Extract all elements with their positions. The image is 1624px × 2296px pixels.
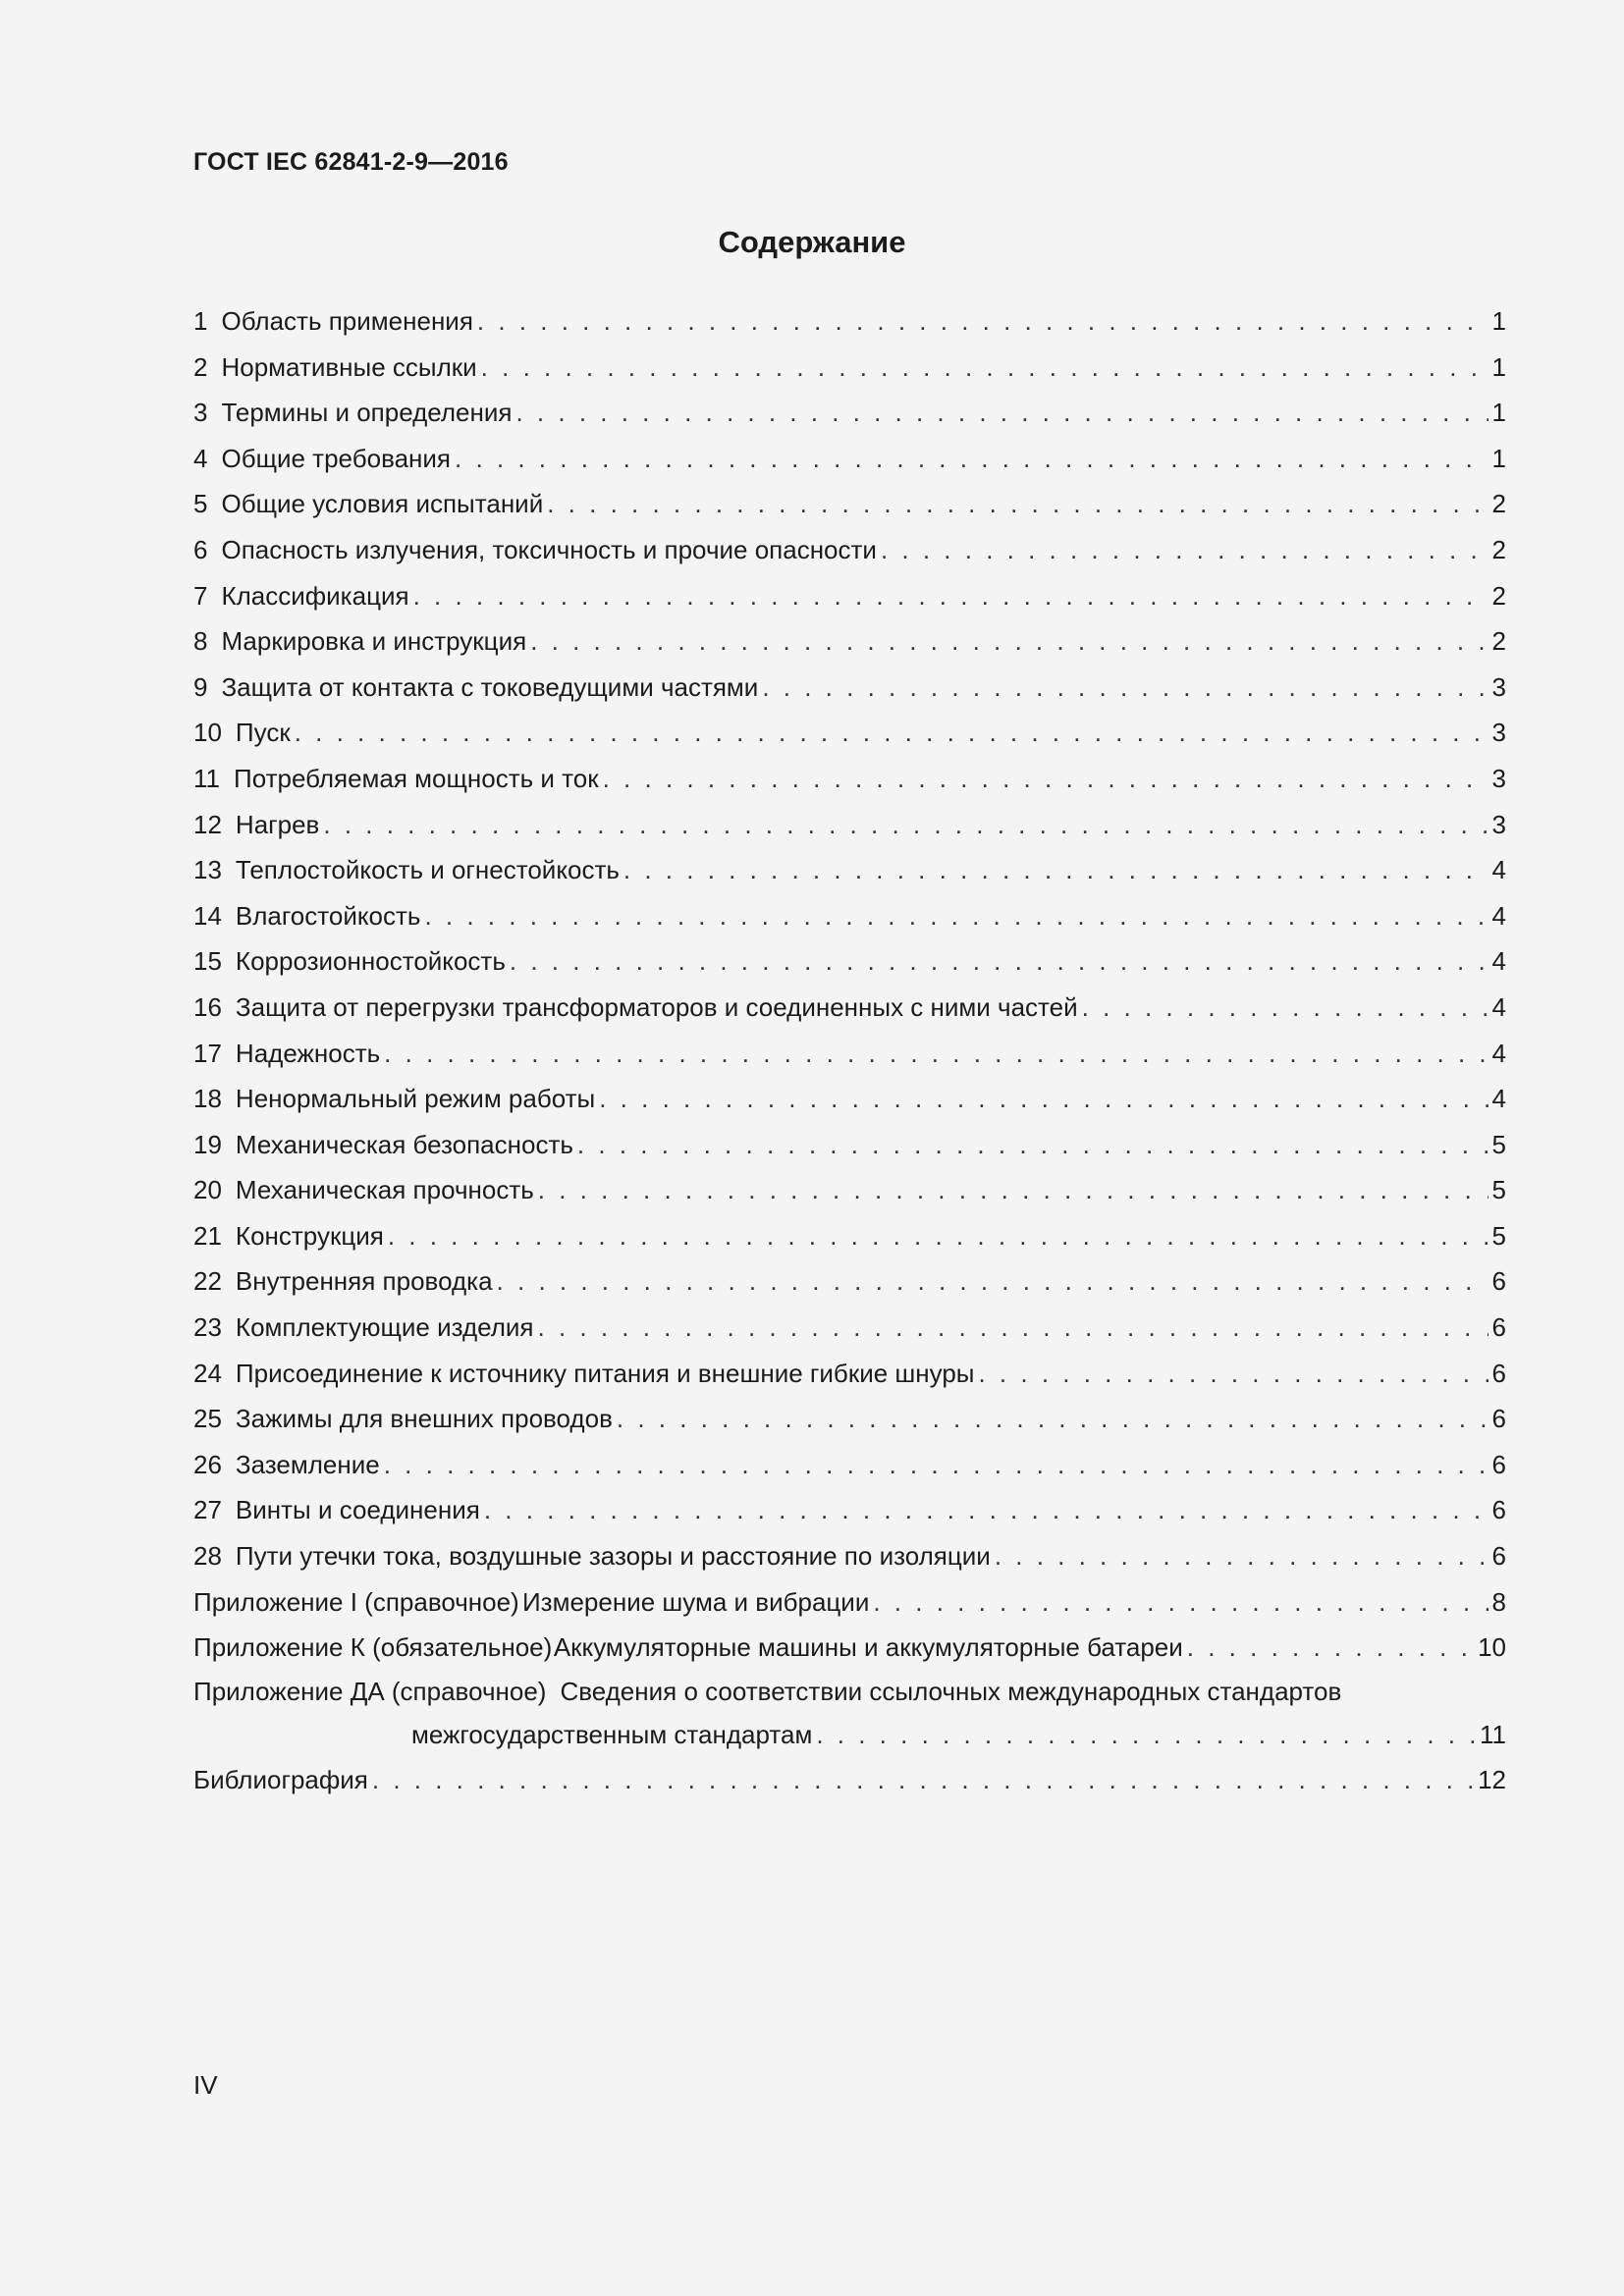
- toc-annex-da[interactable]: [193, 1671, 1506, 1757]
- toc-entry[interactable]: [193, 1487, 1506, 1533]
- toc-entry-number: 14: [193, 900, 222, 931]
- toc-entry[interactable]: [193, 1351, 1506, 1397]
- toc-entry[interactable]: [193, 1258, 1506, 1305]
- annex-title: Аккумуляторные машины и аккумуляторные батареи: [553, 1632, 1183, 1663]
- toc-entry-number: 23: [193, 1312, 222, 1343]
- toc-entry-number: 3: [193, 398, 208, 428]
- dot-leader: [623, 847, 1489, 893]
- toc-entry-page: 10: [1478, 1632, 1506, 1663]
- toc-entry-page: 3: [1491, 718, 1506, 748]
- dot-leader: [995, 1533, 1489, 1579]
- dot-leader: [547, 481, 1488, 527]
- toc-entry-page: 12: [1478, 1764, 1506, 1794]
- dot-leader: [388, 1213, 1489, 1259]
- toc-entry-title: Винты и соединения: [235, 1495, 480, 1525]
- toc-entry-number: 5: [193, 489, 208, 519]
- toc-entry-number: 2: [193, 351, 208, 382]
- page-number: IV: [193, 2070, 218, 2100]
- dot-leader: [603, 756, 1489, 802]
- dot-leader: [384, 1031, 1488, 1077]
- toc-entry-title: Влагостойкость: [235, 900, 421, 931]
- toc-entry[interactable]: [193, 298, 1506, 345]
- toc-entry-number: 8: [193, 626, 208, 657]
- toc-entry-title: Присоединение к источнику питания и внешние гибкие шнуры: [235, 1358, 975, 1388]
- toc-entry-title: Коррозионностойкость: [235, 946, 506, 977]
- toc-annex-i[interactable]: [193, 1579, 1506, 1626]
- dot-leader: [538, 1305, 1489, 1351]
- toc-entry-page: 6: [1491, 1358, 1506, 1388]
- toc-entry[interactable]: [193, 985, 1506, 1031]
- toc-entry-page: 2: [1491, 489, 1506, 519]
- toc-entry-page: 3: [1491, 809, 1506, 839]
- toc-entry-page: 1: [1491, 351, 1506, 382]
- toc-entry[interactable]: [193, 390, 1506, 436]
- toc-entry-number: 16: [193, 991, 222, 1022]
- toc-entry-page: 2: [1491, 534, 1506, 564]
- toc-entry-number: 21: [193, 1220, 222, 1251]
- toc-entry-number: 26: [193, 1449, 222, 1479]
- toc-entry-number: 1: [193, 306, 208, 336]
- toc-entry-page: 11: [1480, 1719, 1506, 1749]
- toc-entry-page: 4: [1491, 900, 1506, 931]
- toc-entry-page: 2: [1491, 580, 1506, 611]
- toc-entry-title: Классификация: [221, 580, 409, 611]
- annex-label: Приложение К (обязательное): [193, 1632, 553, 1663]
- dot-leader: [455, 436, 1489, 482]
- toc-title: Содержание: [718, 225, 906, 259]
- annex-label: Приложение I (справочное): [193, 1586, 519, 1617]
- toc-entry[interactable]: [193, 938, 1506, 985]
- toc-entry-title: Механическая прочность: [235, 1175, 534, 1205]
- toc-entry[interactable]: [193, 1213, 1506, 1259]
- dot-leader: [762, 665, 1488, 711]
- toc-entry-title: Комплектующие изделия: [235, 1312, 534, 1343]
- toc-entry-page: 1: [1491, 443, 1506, 473]
- dot-leader: [323, 802, 1488, 848]
- dot-leader: [538, 1167, 1489, 1213]
- toc-entry[interactable]: [193, 1167, 1506, 1213]
- dot-leader: [873, 1579, 1488, 1626]
- dot-leader: [510, 938, 1489, 985]
- document-code-header: ГОСТ IEC 62841-2-9—2016: [193, 148, 509, 176]
- annex-title-line-2: межгосударственным стандартам: [411, 1719, 813, 1749]
- annex-title-line-1: Сведения о соответствии ссылочных международных стандартов: [560, 1676, 1342, 1706]
- toc-entry-number: 6: [193, 534, 208, 564]
- toc-annex-k[interactable]: [193, 1625, 1506, 1671]
- dot-leader: [384, 1442, 1489, 1488]
- dot-leader: [530, 618, 1488, 665]
- toc-entry-number: 25: [193, 1404, 222, 1434]
- toc-entry-title: Пуск: [235, 718, 291, 748]
- toc-entry-page: 4: [1491, 946, 1506, 977]
- toc-entry-title: Зажимы для внешних проводов: [235, 1404, 613, 1434]
- toc-entry-page: 2: [1491, 626, 1506, 657]
- annex-title: Измерение шума и вибрации: [521, 1586, 870, 1617]
- toc-entry-title: Защита от контакта с токоведущими частями: [221, 671, 759, 702]
- toc-entry-title: Нагрев: [235, 809, 320, 839]
- toc-entry-page: 5: [1491, 1129, 1506, 1159]
- toc-entry[interactable]: [193, 573, 1506, 619]
- toc-entry-page: 4: [1491, 991, 1506, 1022]
- toc-entry-number: 12: [193, 809, 222, 839]
- toc-entry-title: Общие условия испытаний: [221, 489, 544, 519]
- dot-leader: [424, 893, 1488, 939]
- toc-entry-page: 4: [1491, 1038, 1506, 1068]
- toc-entry-page: 3: [1491, 763, 1506, 793]
- toc-entry-page: 1: [1491, 306, 1506, 336]
- toc-entry[interactable]: [193, 665, 1506, 711]
- toc-entry-title: Надежность: [235, 1038, 381, 1068]
- toc-entry[interactable]: [193, 893, 1506, 939]
- toc-entry-number: 11: [193, 763, 220, 793]
- toc-entry[interactable]: [193, 618, 1506, 665]
- toc-entry-number: 19: [193, 1129, 222, 1159]
- dot-leader: [295, 710, 1489, 756]
- toc-entry-number: 7: [193, 580, 208, 611]
- toc-entry-page: 6: [1491, 1495, 1506, 1525]
- toc-entry-number: 15: [193, 946, 222, 977]
- toc-entry-page: 8: [1491, 1586, 1506, 1617]
- toc-entry-title: Общие требования: [221, 443, 452, 473]
- toc-entry-page: 4: [1491, 1084, 1506, 1114]
- toc-entry[interactable]: [193, 1305, 1506, 1351]
- toc-entry-title: Потребляемая мощность и ток: [234, 763, 599, 793]
- toc-entry-title: Маркировка и инструкция: [221, 626, 527, 657]
- dot-leader: [1187, 1625, 1474, 1671]
- toc-entry-page: 6: [1491, 1404, 1506, 1434]
- toc-entry-title: Термины и определения: [221, 398, 513, 428]
- dot-leader: [413, 573, 1489, 619]
- toc-entry-title: Пути утечки тока, воздушные зазоры и расстояние по изоляции: [235, 1541, 991, 1572]
- toc-entry-number: 18: [193, 1084, 222, 1114]
- toc-entry-page: 5: [1491, 1175, 1506, 1205]
- toc-entry-number: 9: [193, 671, 208, 702]
- toc-entry-title: Внутренняя проводка: [235, 1266, 493, 1297]
- toc-entry[interactable]: [193, 1031, 1506, 1077]
- dot-leader: [1082, 985, 1489, 1031]
- toc-entry-number: 20: [193, 1175, 222, 1205]
- toc-entry-number: 27: [193, 1495, 222, 1525]
- toc-entry-number: 13: [193, 855, 222, 885]
- dot-leader: [477, 298, 1489, 345]
- dot-leader: [599, 1076, 1488, 1122]
- toc-entry-title: Теплостойкость и огнестойкость: [235, 855, 620, 885]
- toc-entry-page: 1: [1491, 398, 1506, 428]
- table-of-contents: [193, 298, 1506, 1802]
- dot-leader: [617, 1396, 1489, 1442]
- toc-entry-number: 24: [193, 1358, 222, 1388]
- toc-entry-number: 17: [193, 1038, 222, 1068]
- toc-entry-page: 4: [1491, 855, 1506, 885]
- dot-leader: [881, 527, 1489, 573]
- toc-entry[interactable]: [193, 1396, 1506, 1442]
- dot-leader: [497, 1258, 1489, 1305]
- annex-label: Приложение ДА (справочное): [193, 1676, 547, 1706]
- bibliography-title: Библиография: [193, 1764, 368, 1794]
- toc-entry-page: 5: [1491, 1220, 1506, 1251]
- dot-leader: [484, 1487, 1489, 1533]
- toc-bibliography[interactable]: [193, 1757, 1506, 1803]
- dot-leader: [515, 390, 1488, 436]
- toc-entry-title: Механическая безопасность: [235, 1129, 573, 1159]
- toc-entry-title: Опасность излучения, токсичность и прочие опасности: [221, 534, 877, 564]
- toc-entry-title: Нормативные ссылки: [221, 351, 477, 382]
- toc-entry[interactable]: [193, 1076, 1506, 1122]
- toc-entry-title: Ненормальный режим работы: [235, 1084, 596, 1114]
- dot-leader: [372, 1757, 1474, 1803]
- toc-entry-page: 6: [1491, 1541, 1506, 1572]
- toc-entry-number: 22: [193, 1266, 222, 1297]
- toc-entry[interactable]: [193, 1122, 1506, 1168]
- toc-entry-title: Заземление: [235, 1449, 380, 1479]
- toc-entry-number: 10: [193, 718, 222, 748]
- toc-entry[interactable]: [193, 1533, 1506, 1579]
- toc-entry-page: 6: [1491, 1449, 1506, 1479]
- toc-entry[interactable]: [193, 1442, 1506, 1488]
- toc-entry[interactable]: [193, 481, 1506, 527]
- toc-entry[interactable]: [193, 710, 1506, 756]
- toc-entry-number: 28: [193, 1541, 222, 1572]
- toc-entry[interactable]: [193, 345, 1506, 391]
- toc-entry-title: Область применения: [221, 306, 473, 336]
- toc-entry-number: 4: [193, 443, 208, 473]
- toc-entry-title: Защита от перегрузки трансформаторов и соединенных с ними частей: [235, 991, 1078, 1022]
- toc-entry[interactable]: [193, 436, 1506, 482]
- toc-entry-page: 6: [1491, 1266, 1506, 1297]
- dot-leader: [978, 1351, 1488, 1397]
- toc-entry[interactable]: [193, 527, 1506, 573]
- toc-entry[interactable]: [193, 756, 1506, 802]
- toc-entry[interactable]: [193, 802, 1506, 848]
- toc-entry-page: 3: [1491, 671, 1506, 702]
- dot-leader: [481, 345, 1489, 391]
- toc-entry-title: Конструкция: [235, 1220, 384, 1251]
- dot-leader: [577, 1122, 1489, 1168]
- toc-entry-page: 6: [1491, 1312, 1506, 1343]
- dot-leader: [816, 1712, 1476, 1757]
- toc-entry[interactable]: [193, 847, 1506, 893]
